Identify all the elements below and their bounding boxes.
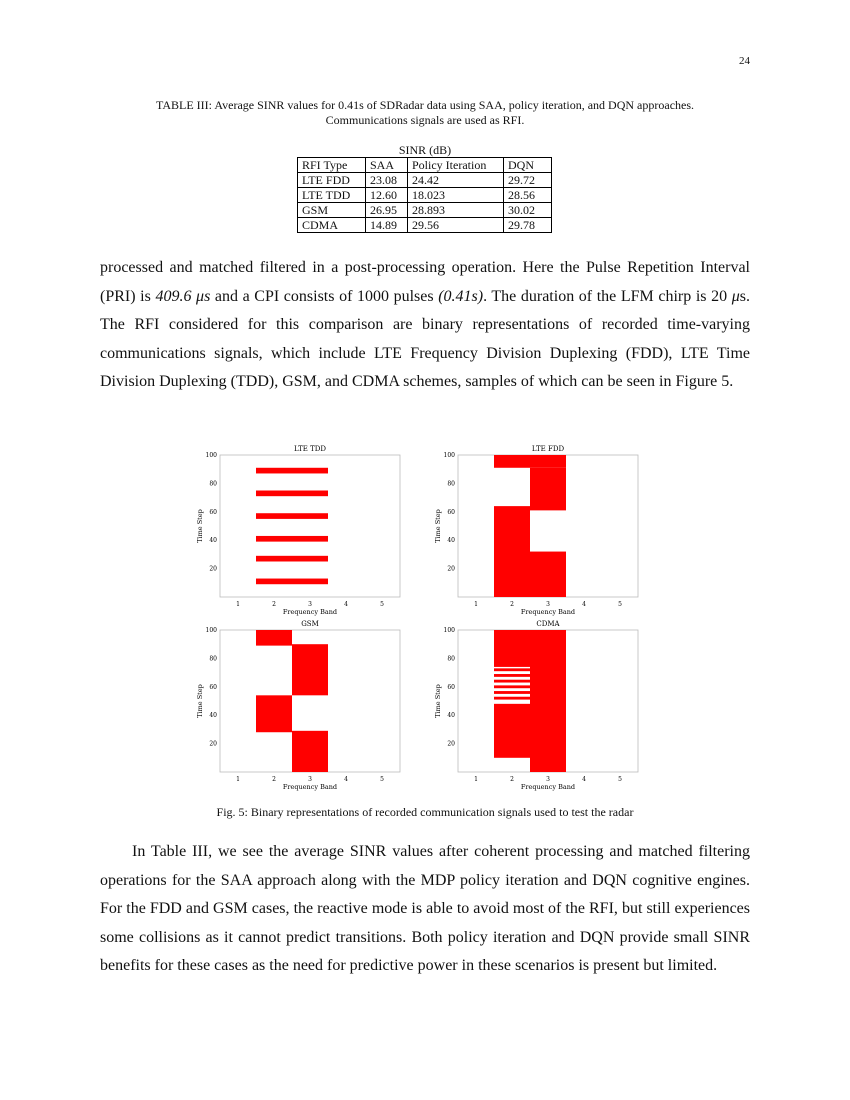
y-tick-label: 20: [447, 740, 455, 748]
table-cell: 28.893: [408, 203, 504, 218]
table-cell: 18.023: [408, 188, 504, 203]
x-tick-label: 5: [618, 601, 622, 608]
table-cell: LTE FDD: [298, 173, 366, 188]
y-tick-label: 80: [447, 480, 455, 488]
table-cell: 14.89: [366, 218, 408, 233]
y-tick-label: 20: [209, 740, 217, 748]
table-cell: 26.95: [366, 203, 408, 218]
rfi-block: [256, 556, 328, 562]
y-tick-label: 60: [447, 508, 455, 516]
math-mu: μ: [731, 287, 740, 305]
column-header: DQN: [504, 158, 552, 173]
column-header: Policy Iteration: [408, 158, 504, 173]
y-tick-label: 60: [209, 508, 217, 516]
table-cell: GSM: [298, 203, 366, 218]
page-number: 24: [739, 55, 750, 67]
rfi-block: [256, 536, 328, 542]
y-tick-label: 40: [209, 712, 217, 720]
y-tick-label: 100: [443, 627, 455, 634]
rfi-block: [256, 630, 292, 646]
table-cell: LTE TDD: [298, 188, 366, 203]
table-cell: 29.56: [408, 218, 504, 233]
x-tick-label: 4: [344, 601, 348, 608]
rfi-block: [256, 579, 328, 585]
rfi-block: [292, 644, 328, 695]
chart-panel: [196, 620, 400, 791]
table-cell: 29.78: [504, 218, 552, 233]
rfi-block: [494, 668, 530, 671]
math-pri: 409.6 μs: [155, 287, 211, 305]
rfi-block: [256, 491, 328, 497]
chart-panel: [434, 620, 638, 791]
chart-panel: [196, 445, 400, 616]
rfi-block: [494, 685, 530, 688]
x-axis-label: Frequency Band: [520, 783, 576, 791]
y-tick-label: 40: [447, 537, 455, 545]
chart-panel: [434, 445, 638, 616]
paragraph-text: and a CPI consists of 1000 pulses: [210, 287, 439, 305]
y-axis-label: Time Step: [434, 684, 442, 718]
table-row: [298, 218, 552, 233]
y-tick-label: 80: [209, 480, 217, 488]
rfi-block: [530, 630, 566, 772]
table-row: [298, 173, 552, 188]
x-tick-label: 3: [308, 776, 312, 783]
column-header: SAA: [366, 158, 408, 173]
table-cell: CDMA: [298, 218, 366, 233]
rfi-block: [494, 680, 530, 683]
rfi-block: [494, 704, 530, 758]
rfi-block: [292, 731, 328, 772]
x-axis-label: Frequency Band: [520, 608, 576, 616]
rfi-block: [494, 691, 530, 694]
table-caption: [100, 98, 750, 128]
y-axis-label: Time Step: [434, 509, 442, 543]
table-cell: 24.42: [408, 173, 504, 188]
y-tick-label: 100: [205, 452, 217, 459]
x-tick-label: 2: [272, 776, 276, 783]
table-cell: 29.72: [504, 173, 552, 188]
x-tick-label: 1: [474, 601, 478, 608]
table-cell: 28.56: [504, 188, 552, 203]
y-axis-label: Time Step: [196, 684, 204, 718]
sinr-table: [297, 157, 552, 233]
table-row: [298, 188, 552, 203]
x-tick-label: 2: [272, 601, 276, 608]
table-row: [298, 203, 552, 218]
panel-title: GSM: [301, 620, 319, 628]
y-tick-label: 80: [447, 655, 455, 663]
x-tick-label: 1: [236, 601, 240, 608]
rfi-block: [256, 513, 328, 519]
x-tick-label: 3: [546, 601, 550, 608]
rfi-block: [494, 506, 530, 597]
y-axis-label: Time Step: [196, 509, 204, 543]
paragraph-text: s. The RFI considered for this comparison are binary representations of recorded time-varying communications signals, which include LTE Frequency Division Duplexing (FDD), LTE Time Division Duplexing (TDD), GSM, and CDMA schemes, samples of which can be seen in Figure 5.: [100, 287, 750, 390]
y-tick-label: 100: [443, 452, 455, 459]
table-group-header: SINR (dB): [398, 143, 452, 157]
x-tick-label: 1: [474, 776, 478, 783]
y-tick-label: 60: [209, 683, 217, 691]
paragraph-text: . The duration of the LFM chirp is 20: [483, 287, 732, 305]
x-tick-label: 1: [236, 776, 240, 783]
x-tick-label: 4: [582, 601, 586, 608]
rfi-block: [530, 552, 566, 597]
x-tick-label: 5: [618, 776, 622, 783]
x-tick-label: 5: [380, 601, 384, 608]
x-tick-label: 2: [510, 776, 514, 783]
panel-title: LTE FDD: [531, 445, 565, 453]
y-tick-label: 40: [209, 537, 217, 545]
paragraph-text: processed and matched filtered in a post-processing operation. Here the Pulse Repetition Interval (PRI) is: [100, 259, 750, 305]
table-caption-line1: TABLE III: Average SINR values for 0.41s of SDRadar data using SAA, policy iteration, and DQN approaches.: [155, 98, 695, 112]
column-header: RFI Type: [298, 158, 366, 173]
x-tick-label: 5: [380, 776, 384, 783]
plot-frame: [220, 455, 400, 597]
x-tick-label: 2: [510, 601, 514, 608]
rfi-block: [494, 455, 566, 468]
y-tick-label: 100: [205, 627, 217, 634]
body-paragraph-2: In Table III, we see the average SINR values after coherent processing and matched filtering operations for the SAA approach along with the MDP policy iteration and DQN cognitive engines. For the FDD and GSM cases, the reactive mode is able to avoid most of the RFI, but still experiences some collisions as it cannot predict transitions. Both policy iteration and DQN provide small SINR benefits for these cases as the need for predictive power in these scenarios is present but limited.: [100, 843, 750, 974]
table-cell: 12.60: [366, 188, 408, 203]
x-tick-label: 3: [308, 601, 312, 608]
figure-5: [190, 440, 650, 800]
table-cell: 30.02: [504, 203, 552, 218]
y-tick-label: 80: [209, 655, 217, 663]
table-header-row: [298, 158, 552, 173]
y-tick-label: 20: [209, 565, 217, 573]
rfi-block: [494, 697, 530, 700]
figure-caption: Fig. 5: Binary representations of recorded communication signals used to test the radar: [216, 805, 634, 819]
table-caption-line2: Communications signals are used as RFI.: [325, 113, 525, 127]
y-tick-label: 60: [447, 683, 455, 691]
rfi-block: [256, 468, 328, 474]
y-tick-label: 20: [447, 565, 455, 573]
table-cell: 23.08: [366, 173, 408, 188]
rfi-block: [494, 674, 530, 677]
x-axis-label: Frequency Band: [282, 608, 338, 616]
x-tick-label: 3: [546, 776, 550, 783]
x-tick-label: 4: [344, 776, 348, 783]
x-axis-label: Frequency Band: [282, 783, 338, 791]
rfi-block: [494, 630, 530, 667]
body-paragraph-1: [100, 254, 750, 397]
panel-title: CDMA: [536, 620, 560, 628]
panel-title: LTE TDD: [294, 445, 326, 453]
rfi-block: [530, 468, 566, 511]
rfi-block: [256, 695, 292, 732]
y-tick-label: 40: [447, 712, 455, 720]
math-cpi: (0.41s): [438, 287, 484, 305]
x-tick-label: 4: [582, 776, 586, 783]
